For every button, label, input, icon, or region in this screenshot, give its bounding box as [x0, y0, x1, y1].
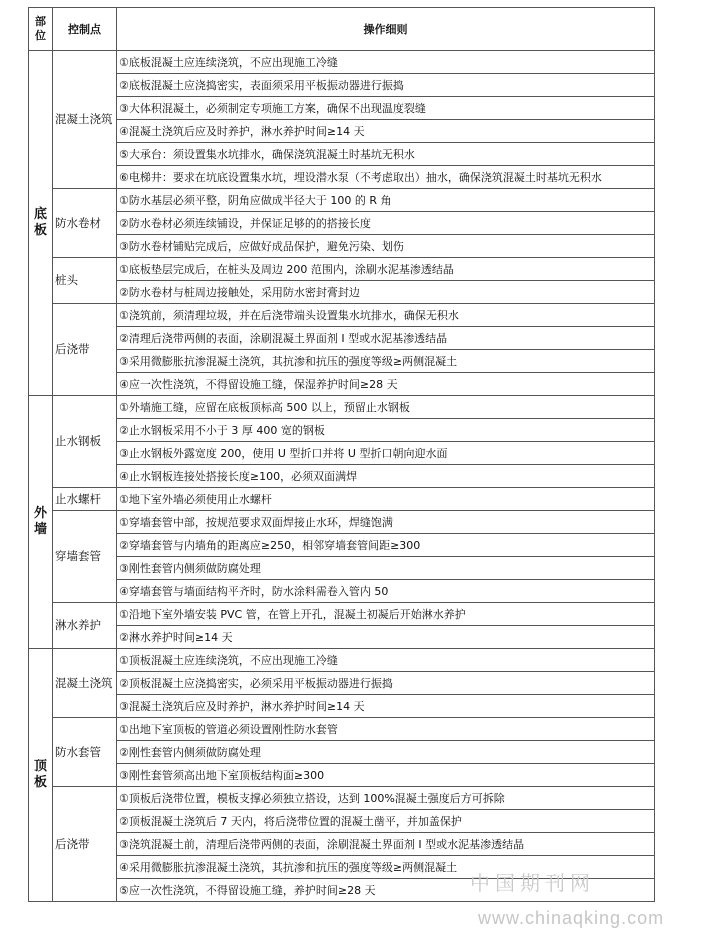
table-row	[29, 373, 655, 396]
table-body	[29, 51, 655, 902]
rule-cell: ④采用微膨胀抗渗混凝土浇筑，其抗渗和抗压的强度等级≥两侧混凝土	[117, 856, 655, 879]
table-row	[29, 603, 655, 626]
part-cell	[29, 51, 53, 396]
rule-cell: ④穿墙套管与墙面结构平齐时，防水涂料需卷入管内 50	[117, 580, 655, 603]
table-row	[29, 557, 655, 580]
rule-cell: ①底板混凝土应连续浇筑，不应出现施工冷缝	[117, 51, 655, 74]
rule-cell: ①底板垫层完成后，在桩头及周边 200 范围内，涂刷水泥基渗透结晶	[117, 258, 655, 281]
construction-control-table	[28, 7, 655, 902]
rule-cell: ③防水卷材铺贴完成后，应做好成品保护，避免污染、划伤	[117, 235, 655, 258]
rule-cell: ④止水钢板连接处搭接长度≥100，必须双面满焊	[117, 465, 655, 488]
control-point-cell: 混凝土浇筑	[53, 51, 117, 189]
table-row	[29, 787, 655, 810]
rule-cell: ②清理后浇带两侧的表面，涂刷混凝土界面剂 I 型或水泥基渗透结晶	[117, 327, 655, 350]
table-row	[29, 74, 655, 97]
table-row	[29, 189, 655, 212]
rule-cell: ③止水钢板外露宽度 200，使用 U 型折口并将 U 型折口朝向迎水面	[117, 442, 655, 465]
rule-cell: ③刚性套管须高出地下室顶板结构面≥300	[117, 764, 655, 787]
control-point-cell: 防水卷材	[53, 189, 117, 258]
table-row	[29, 419, 655, 442]
header-rules: 操作细则	[117, 8, 655, 51]
control-point-cell: 止水钢板	[53, 396, 117, 488]
table-row	[29, 396, 655, 419]
rule-cell: ②底板混凝土应浇捣密实，表面须采用平板振动器进行振捣	[117, 74, 655, 97]
table-row	[29, 488, 655, 511]
table-row	[29, 258, 655, 281]
rule-cell: ①沿地下室外墙安装 PVC 管，在管上开孔，混凝土初凝后开始淋水养护	[117, 603, 655, 626]
table-row	[29, 764, 655, 787]
rule-cell: ⑤应一次性浇筑，不得留设施工缝，养护时间≥28 天	[117, 879, 655, 902]
rule-cell: ①地下室外墙必须使用止水螺杆	[117, 488, 655, 511]
control-point-cell: 混凝土浇筑	[53, 649, 117, 718]
table-row	[29, 580, 655, 603]
part-cell	[29, 396, 53, 649]
rule-cell: ②止水钢板采用不小于 3 厚 400 宽的钢板	[117, 419, 655, 442]
rule-cell: ①顶板后浇带位置，模板支撑必须独立搭设，达到 100%混凝土强度后方可拆除	[117, 787, 655, 810]
table-row	[29, 833, 655, 856]
rule-cell: ②防水卷材与桩周边接触处，采用防水密封膏封边	[117, 281, 655, 304]
rule-cell: ③浇筑混凝土前，清理后浇带两侧的表面，涂刷混凝土界面剂 I 型或水泥基渗透结晶	[117, 833, 655, 856]
table-row	[29, 695, 655, 718]
watermark-cn: 中国期刊网	[470, 871, 595, 895]
rule-cell: ①顶板混凝土应连续浇筑，不应出现施工冷缝	[117, 649, 655, 672]
rule-cell: ①外墙施工缝，应留在底板顶标高 500 以上，预留止水钢板	[117, 396, 655, 419]
table-row	[29, 281, 655, 304]
rule-cell: ②刚性套管内侧须做防腐处理	[117, 741, 655, 764]
rule-cell: ②淋水养护时间≥14 天	[117, 626, 655, 649]
rule-cell: ⑤大承台：须设置集水坑排水，确保浇筑混凝土时基坑无积水	[117, 143, 655, 166]
control-point-cell: 淋水养护	[53, 603, 117, 649]
rule-cell: ③大体积混凝土，必须制定专项施工方案，确保不出现温度裂缝	[117, 97, 655, 120]
part-cell	[29, 649, 53, 902]
control-point-cell: 桩头	[53, 258, 117, 304]
table-row	[29, 534, 655, 557]
table-row	[29, 626, 655, 649]
table-row	[29, 143, 655, 166]
table-row	[29, 166, 655, 189]
control-point-cell: 止水螺杆	[53, 488, 117, 511]
table-row	[29, 649, 655, 672]
part-label: 顶板	[33, 759, 47, 790]
table-row	[29, 235, 655, 258]
rule-cell: ③混凝土浇筑后应及时养护，淋水养护时间≥14 天	[117, 695, 655, 718]
table-row	[29, 51, 655, 74]
part-label: 底板	[33, 207, 47, 238]
table-row	[29, 718, 655, 741]
header-control-point: 控制点	[53, 8, 117, 51]
rule-cell: ③采用微膨胀抗渗混凝土浇筑，其抗渗和抗压的强度等级≥两侧混凝土	[117, 350, 655, 373]
rule-cell: ④混凝土浇筑后应及时养护，淋水养护时间≥14 天	[117, 120, 655, 143]
table-row	[29, 350, 655, 373]
table-header-row	[29, 8, 655, 51]
rule-cell: ①浇筑前，须清理垃圾，并在后浇带端头设置集水坑排水，确保无积水	[117, 304, 655, 327]
rule-cell: ⑥电梯井：要求在坑底设置集水坑，埋设潜水泵（不考虑取出）抽水，确保浇筑混凝土时基坑无积水	[117, 166, 655, 189]
rule-cell: ①出地下室顶板的管道必须设置刚性防水套管	[117, 718, 655, 741]
table-row	[29, 810, 655, 833]
table-row	[29, 304, 655, 327]
table-row	[29, 465, 655, 488]
rule-cell: ①穿墙套管中部，按规范要求双面焊接止水环，焊缝饱满	[117, 511, 655, 534]
rule-cell: ②穿墙套管与内墙角的距离应≥250，相邻穿墙套管间距≥300	[117, 534, 655, 557]
rule-cell: ②顶板混凝土应浇捣密实，必须采用平板振动器进行振捣	[117, 672, 655, 695]
watermark-url: www.chinaqking.com	[478, 908, 665, 928]
rule-cell: ②防水卷材必须连续铺设，并保证足够的的搭接长度	[117, 212, 655, 235]
table-row	[29, 120, 655, 143]
rule-cell: ③刚性套管内侧须做防腐处理	[117, 557, 655, 580]
control-point-cell: 穿墙套管	[53, 511, 117, 603]
rule-cell: ④应一次性浇筑，不得留设施工缝，保湿养护时间≥28 天	[117, 373, 655, 396]
table-row	[29, 442, 655, 465]
table-row	[29, 327, 655, 350]
control-point-cell: 后浇带	[53, 304, 117, 396]
control-point-cell: 防水套管	[53, 718, 117, 787]
rule-cell: ①防水基层必须平整，阴角应做成半径大于 100 的 R 角	[117, 189, 655, 212]
part-label: 外墙	[33, 506, 47, 537]
table-row	[29, 741, 655, 764]
header-part: 部位	[29, 8, 53, 51]
table-row	[29, 97, 655, 120]
table-row	[29, 212, 655, 235]
control-point-cell: 后浇带	[53, 787, 117, 902]
table-row	[29, 511, 655, 534]
table-row	[29, 672, 655, 695]
rule-cell: ②顶板混凝土浇筑后 7 天内，将后浇带位置的混凝土凿平，并加盖保护	[117, 810, 655, 833]
